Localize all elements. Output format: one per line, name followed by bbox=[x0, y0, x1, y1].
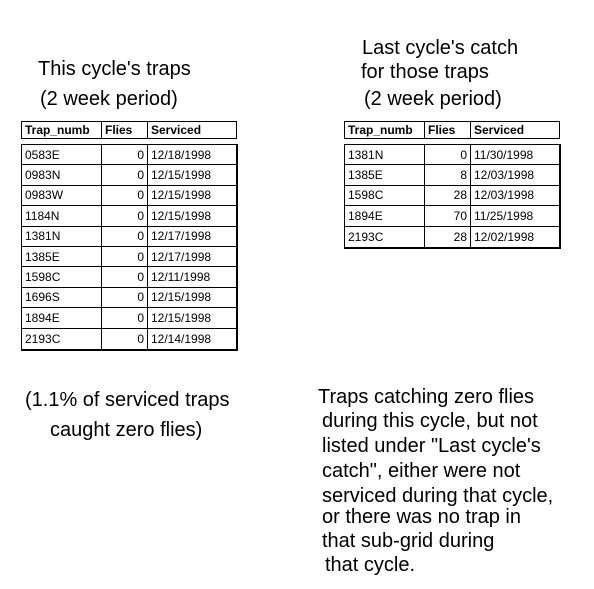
left-table bbox=[21, 121, 238, 351]
cell-flies: 28 bbox=[425, 227, 471, 247]
cell-serviced: 12/17/1998 bbox=[151, 229, 212, 244]
header-trap-numb: Trap_numb bbox=[345, 122, 425, 138]
left-note-line2: caught zero flies) bbox=[50, 419, 203, 441]
table-row bbox=[22, 145, 236, 165]
cell-flies: 0 bbox=[102, 186, 148, 205]
cell-trap: 2193C bbox=[22, 329, 102, 349]
cell-trap: 1598C bbox=[345, 186, 425, 205]
cell-flies: 0 bbox=[102, 247, 148, 266]
cell-flies: 0 bbox=[102, 329, 148, 349]
left-title-line1: This cycle's traps bbox=[38, 58, 191, 80]
table-row bbox=[345, 165, 559, 185]
cell-trap: 1381N bbox=[22, 227, 102, 246]
left-note-line1: (1.1% of serviced traps bbox=[25, 389, 230, 411]
cell-flies: 0 bbox=[102, 227, 148, 246]
cell-serviced: 12/15/1998 bbox=[151, 310, 212, 325]
cell-flies: 0 bbox=[425, 145, 471, 164]
left-table-body bbox=[21, 144, 238, 351]
cell-trap: 1381N bbox=[345, 145, 425, 164]
table-row bbox=[22, 267, 236, 287]
right-note-line5: serviced during that cycle, bbox=[322, 485, 554, 507]
cell-serviced: 12/03/1998 bbox=[474, 188, 535, 203]
table-row bbox=[22, 308, 236, 328]
right-note-line7: that sub-grid during bbox=[322, 530, 495, 552]
left-table-header bbox=[21, 121, 237, 139]
cell-trap: 1894E bbox=[22, 308, 102, 327]
cell-flies: 8 bbox=[425, 165, 471, 184]
header-flies: Flies bbox=[102, 122, 148, 138]
cell-trap: 0583E bbox=[22, 145, 102, 164]
cell-serviced: 12/15/1998 bbox=[151, 290, 212, 305]
cell-trap: 0983W bbox=[22, 186, 102, 205]
cell-flies: 0 bbox=[102, 145, 148, 164]
cell-serviced: 12/18/1998 bbox=[151, 147, 212, 162]
cell-flies: 0 bbox=[102, 267, 148, 286]
right-table-body bbox=[344, 144, 561, 249]
table-row bbox=[22, 288, 236, 308]
table-row bbox=[22, 165, 236, 185]
cell-trap: 0983N bbox=[22, 165, 102, 184]
right-note-line2: during this cycle, but not bbox=[322, 410, 538, 432]
cell-flies: 28 bbox=[425, 186, 471, 205]
header-trap-numb: Trap_numb bbox=[22, 122, 102, 138]
header-serviced: Serviced bbox=[474, 123, 525, 137]
right-table-header bbox=[344, 121, 560, 139]
cell-serviced: 12/15/1998 bbox=[151, 208, 212, 223]
cell-serviced: 12/15/1998 bbox=[151, 168, 212, 183]
cell-flies: 0 bbox=[102, 165, 148, 184]
right-title-line1: Last cycle's catch bbox=[362, 37, 519, 59]
cell-serviced: 11/25/1998 bbox=[474, 208, 534, 223]
cell-serviced: 12/11/1998 bbox=[151, 270, 211, 285]
cell-flies: 0 bbox=[102, 308, 148, 327]
table-row bbox=[22, 247, 236, 267]
cell-trap: 1894E bbox=[345, 206, 425, 225]
cell-serviced: 12/17/1998 bbox=[151, 249, 212, 264]
table-row bbox=[345, 206, 559, 226]
right-note-line3: listed under "Last cycle's bbox=[322, 435, 541, 457]
cell-serviced: 12/03/1998 bbox=[474, 168, 535, 183]
table-row bbox=[22, 227, 236, 247]
cell-trap: 1385E bbox=[345, 165, 425, 184]
cell-flies: 0 bbox=[102, 288, 148, 307]
header-flies: Flies bbox=[425, 122, 471, 138]
right-table bbox=[344, 121, 561, 249]
cell-serviced: 12/14/1998 bbox=[151, 331, 212, 346]
cell-trap: 1598C bbox=[22, 267, 102, 286]
cell-serviced: 11/30/1998 bbox=[474, 147, 534, 162]
table-row bbox=[345, 227, 559, 247]
right-note-line6: or there was no trap in bbox=[322, 506, 521, 528]
table-row bbox=[345, 186, 559, 206]
cell-flies: 0 bbox=[102, 206, 148, 225]
table-row bbox=[22, 329, 236, 349]
cell-trap: 2193C bbox=[345, 227, 425, 247]
cell-serviced: 12/15/1998 bbox=[151, 188, 212, 203]
right-note-line1: Traps catching zero flies bbox=[318, 386, 535, 408]
right-note-line8: that cycle. bbox=[325, 554, 416, 576]
cell-trap: 1184N bbox=[22, 206, 102, 225]
cell-trap: 1385E bbox=[22, 247, 102, 266]
table-row bbox=[22, 186, 236, 206]
table-row bbox=[22, 206, 236, 226]
cell-serviced: 12/02/1998 bbox=[474, 229, 535, 244]
table-row bbox=[345, 145, 559, 165]
header-serviced: Serviced bbox=[151, 123, 202, 137]
right-note-line4: catch", either were not bbox=[322, 460, 521, 482]
cell-flies: 70 bbox=[425, 206, 471, 225]
right-title-line2: for those traps bbox=[361, 61, 489, 83]
left-title-line2: (2 week period) bbox=[40, 88, 178, 110]
cell-trap: 1696S bbox=[22, 288, 102, 307]
right-title-line3: (2 week period) bbox=[364, 88, 502, 110]
